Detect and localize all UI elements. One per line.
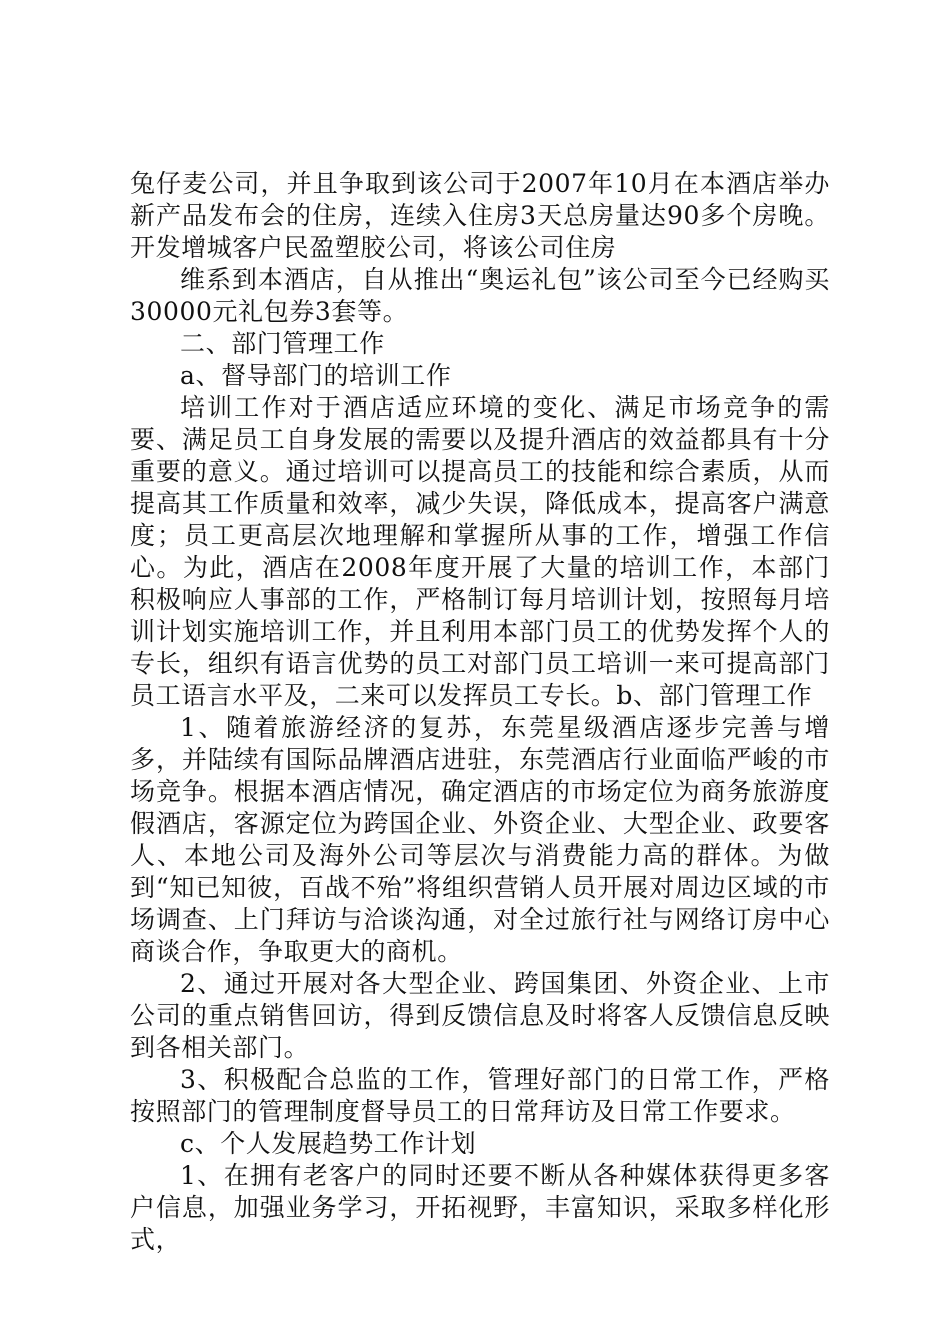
paragraph-item-1: 1、随着旅游经济的复苏，东莞星级酒店逐步完善与增多，并陆续有国际品牌酒店进驻，东莞酒店行业面临严峻的市场竞争。根据本酒店情况，确定酒店的市场定位为商务旅游度假酒店，客源定位为跨国企业、外资企业、大型企业、政要客人、本地公司及海外公司等层次与消费能力高的群体。为做到“知已知彼，百战不殆”将组织营销人员开展对周边区域的市场调查、上门拜访与洽谈沟通，对全过旅行社与网络订房中心商谈合作，争取更大的商机。 [130, 713, 830, 966]
document-body [130, 168, 830, 1256]
subheading-personal-plan: c、个人发展趋势工作计划 [180, 1129, 477, 1158]
paragraph-1: 兔仔麦公司，并且争取到该公司于2007年10月在本酒店举办新产品发布会的住房，连续入住房3天总房量达90多个房晚。开发增城客户民盈塑胶公司，将该公司住房 [130, 169, 830, 262]
paragraph-2: 维系到本酒店，自从推出“奥运礼包”该公司至今已经购买30000元礼包券3套等。 [130, 265, 830, 326]
paragraph-item-2: 2、通过开展对各大型企业、跨国集团、外资企业、上市公司的重点销售回访，得到反馈信息及时将客人反馈信息反映到各相关部门。 [130, 969, 830, 1062]
paragraph-item-3: 3、积极配合总监的工作，管理好部门的日常工作，严格按照部门的管理制度督导员工的日常拜访及日常工作要求。 [130, 1065, 830, 1126]
section-heading-management: 二、部门管理工作 [180, 329, 385, 358]
paragraph-training: 培训工作对于酒店适应环境的变化、满足市场竞争的需要、满足员工自身发展的需要以及提升酒店的效益都具有十分重要的意义。通过培训可以提高员工的技能和综合素质，从而提高其工作质量和效率，减少失误，降低成本，提高客户满意度；员工更高层次地理解和掌握所从事的工作，增强工作信心。为此，酒店在2008年度开展了大量的培训工作，本部门积极响应人事部的工作，严格制订每月培训计划，按照每月培训计划实施培训工作，并且利用本部门员工的优势发挥个人的专长，组织有语言优势的员工对部门员工培训一来可提高部门员工语言水平及，二来可以发挥员工专长。b、部门管理工作 [130, 393, 830, 710]
subheading-training: a、督导部门的培训工作 [180, 361, 452, 390]
paragraph-plan-item-1: 1、在拥有老客户的同时还要不断从各种媒体获得更多客户信息，加强业务学习，开拓视野，丰富知识，采取多样化形式， [130, 1161, 830, 1254]
